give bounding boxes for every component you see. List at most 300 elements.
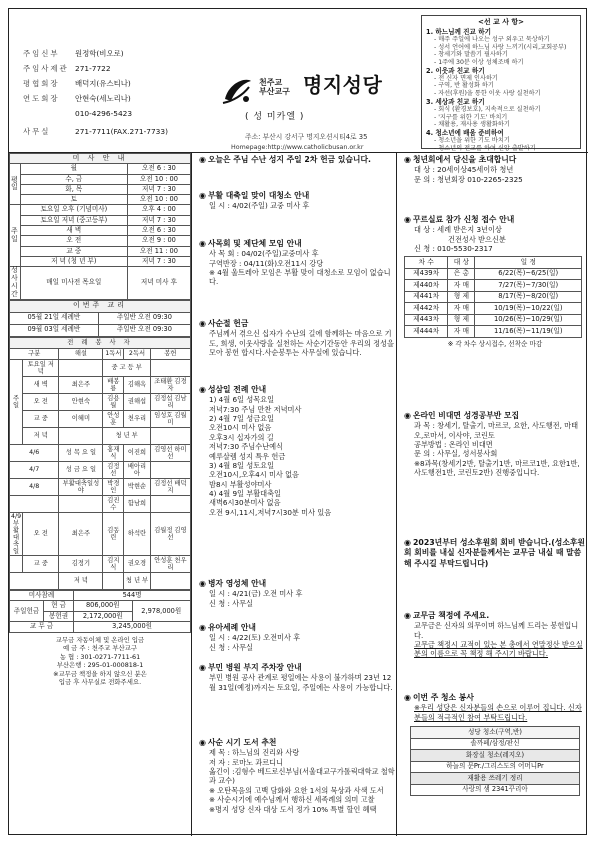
cell: 홍재식 — [103, 444, 124, 461]
patron-name: ( 성 미카엘 ) — [245, 112, 305, 122]
youth-line: 문 의 : 청년회장 010-2265-2325 — [414, 174, 523, 184]
tithe-title: 교무금 책정에 주세요. — [412, 611, 490, 620]
online-line: 과 목 : 창세기, 탈출기, 마르코, 요한, 사도행전, 마태오,로마서, 이사야, 코린토 — [414, 421, 579, 440]
time: 저녁 7 : 30 — [127, 215, 190, 225]
cell: 권해섭 — [124, 393, 151, 410]
sunday-row — [10, 205, 191, 215]
mission-item: - 전 신자 면제 인사하기 — [434, 74, 498, 82]
notice-block — [199, 579, 395, 608]
mass-name: 오 전 — [20, 236, 127, 246]
day: 화, 목 — [20, 184, 127, 194]
cursillo-table — [404, 256, 582, 338]
cell: 4/7 — [10, 461, 59, 478]
day: 월 — [20, 164, 127, 174]
cleaning-title: 이번 주 청소 봉사 — [412, 693, 474, 702]
notice-title — [199, 239, 395, 249]
notice-title — [199, 385, 395, 395]
col-header: 차 수 — [405, 257, 448, 269]
notice-block — [199, 623, 395, 652]
time: 오전 11 : 00 — [127, 246, 190, 256]
attend-label: 미사참례 — [10, 590, 74, 601]
mass-name: 교 중 — [20, 246, 127, 256]
mission-item: - 회식 (환경보호), 지속적으로 실천하기 — [434, 106, 541, 113]
prefix-top: 천주교 — [259, 78, 283, 87]
catechism-row — [10, 312, 191, 324]
notice-line: 신 청 : 사무실 — [209, 598, 253, 608]
cell: 4/9 부활대축일 — [11, 512, 22, 555]
notice-block — [199, 738, 395, 814]
mass-name: 저 녁 (청 년 부) — [20, 256, 127, 266]
weekday-row — [10, 164, 191, 174]
note-line: 교무금 자동이체 및 온라인 입금 — [55, 635, 145, 644]
notice-line: 2) 4월 7일 성금요일 — [209, 414, 275, 424]
cell: 박경인 — [103, 478, 124, 495]
mass-name: 새 벽 — [20, 226, 127, 236]
online-line: 공부방법 : 온라인 비대면 — [414, 440, 493, 450]
homepage: Homepage:http://www.catholicbusan.or.kr — [231, 144, 364, 151]
notice-line: 옮긴이 :김형수 베드로신부님(서울대교구가톨릭대학교 철학과 교수) — [209, 767, 395, 786]
weekday-label: 평일 — [10, 164, 21, 205]
special-row — [10, 512, 191, 555]
notice-line: 오전 9시,11시,저녁7시30분 미사 있음 — [209, 507, 332, 517]
volunteer-header — [10, 348, 191, 359]
notice-line: 제 목 : 하느님의 진리와 사랑 — [209, 748, 300, 758]
payment-notes — [9, 633, 191, 687]
staff-value: 안현숙(세노리나) — [75, 94, 131, 103]
cell: 제442차 — [405, 303, 448, 315]
cell: 최은주 — [59, 376, 103, 393]
right-column — [400, 153, 588, 836]
cleaning-group: 하늘의 문Pr./그리스도의 어머니Pr — [411, 761, 580, 773]
cell: 제440차 — [405, 280, 448, 292]
cell: 성 금 요 일 — [59, 461, 103, 478]
staff-row — [23, 109, 233, 118]
mass: 교 중 — [23, 410, 59, 427]
time: 오전 10 : 00 — [127, 174, 190, 184]
cell: 최은주 — [59, 512, 103, 555]
staff-value: 010-4296-5423 — [75, 109, 133, 118]
cursillo-notice: ◉ 꾸르실료 참가 신청 접수 안내 대 상 : 세례 받은지 3년이상 건전성사 받으신분 신 청 : 010-5530-2317 차 수 대 상 일 정 제439차 은 총 6/22(목)~6/25(일) 제440차 자 매 7/27(목)~7/30(일) 제441차 형 제 8/17(목)~8/20(일) 제442차 자 매 10/19(목)~10/22(일) 제443차 형 제 10/26(목)~10/29(일) 제444차 자 매 11/16(목)~11/19(일) ※ 각 차수 상시접수, 선착순 마감 — [404, 215, 586, 349]
cursillo-row — [405, 326, 582, 338]
cleaning-row — [411, 727, 580, 739]
notice-block — [199, 239, 395, 287]
notice-line: ※ 4월 울트레아 모임은 부활 맞이 대청소로 모임이 없습니다. — [209, 268, 391, 287]
notice-line: 일 시 : 4/21(금) 오전 미사 후 — [209, 589, 303, 599]
volunteer-row — [10, 393, 191, 410]
cell: 6/22(목)~6/25(일) — [475, 268, 582, 280]
cell: 김진수 — [103, 495, 124, 512]
mission-item: - 자선(후원)을 통한 이웃 사랑 실천하기 — [434, 90, 541, 98]
cursillo-row — [405, 280, 582, 292]
notice-title-text: 성삼일 전례 안내 — [207, 385, 267, 394]
mass-name: 토요일 저녁 (중고등부) — [20, 215, 127, 225]
cell: 배아리아 — [124, 461, 151, 478]
sunday-row — [10, 246, 191, 256]
cell: 제444차 — [405, 326, 448, 338]
mission-title: <선 교 사 항> — [477, 18, 525, 26]
cell: 김동린 — [103, 512, 124, 555]
mission-item: - 구역, 반 활성화 하기 — [434, 82, 494, 90]
prefix-bottom: 부산교구 — [259, 86, 290, 96]
col-header: 대 상 — [448, 257, 475, 269]
notice-title-text: 사순 시기 도서 추천 — [207, 738, 277, 747]
bullet-icon: ◉ — [199, 385, 206, 394]
cell: 중 고 등 부 — [103, 359, 150, 376]
notice-line: 밤8시 부활성야미사 — [209, 479, 272, 489]
confession-label: 성사시간 — [11, 266, 19, 298]
staff-value: 원정학(비오로) — [75, 49, 124, 58]
notice-line: ※ 오탄목음의 고백 담화와 요한 1서의 묵상과 사색 도서 — [209, 785, 384, 795]
cleaning-row — [411, 784, 580, 796]
online-line: ※8과목(창세기2반, 탈출기1반, 마르코1반, 요한1반, 사도행전1반, 코린토2반) 진행중입니다. — [414, 458, 580, 478]
cell: 김정선 — [103, 461, 124, 478]
cleaning-group: 사랑의 샘 2341꾸리아 — [411, 784, 580, 796]
sunday-row — [10, 256, 191, 266]
cleaning-row — [411, 773, 580, 785]
notice-title-text: 사순절 헌금 — [207, 319, 249, 328]
cell: 형 제 — [448, 291, 475, 303]
notice-title — [199, 191, 395, 201]
weekday-row — [10, 174, 191, 184]
notice-block — [199, 191, 395, 211]
bullet-icon: ◉ — [199, 155, 206, 164]
cell: 조태환 김경자 — [150, 376, 190, 393]
cell: 김해옥 — [124, 376, 151, 393]
staff-row — [23, 94, 233, 103]
cell: 권오경 — [124, 555, 151, 572]
notice-block — [199, 385, 395, 517]
cell: 청 년 부 — [103, 427, 150, 444]
time: 오전 6 : 30 — [127, 226, 190, 236]
vocation-donor-notice: ◉ 2023년부터 성소후원회 회비 받습니다.(성소후원회 회비를 내실 신자분들께서는 교무금 내실 때 말씀해 주시길 부탁드립니다) — [404, 538, 585, 568]
cell: 10/19(목)~10/22(일) — [475, 303, 582, 315]
church-name: 명지성당 — [303, 73, 383, 97]
mission-section-head: 4. 청소년에 배움 준비하여 — [426, 129, 504, 138]
notice-line: 저 자 : 로마노 과르디니 — [209, 757, 284, 767]
cell: 10/26(목)~10/29(일) — [475, 314, 582, 326]
cell: 김지식 — [103, 555, 124, 572]
cell: 11/16(목)~11/19(일) — [475, 326, 582, 338]
cell: 은 총 — [448, 268, 475, 280]
cell — [10, 555, 23, 572]
special-row — [10, 478, 191, 495]
weekday-mark: 주 일 — [10, 359, 23, 444]
volunteer-row — [10, 376, 191, 393]
class-time: 주일반 오전 09:30 — [98, 312, 190, 324]
cursillo-row — [405, 291, 582, 303]
staff-role: 연도회장 — [23, 94, 60, 103]
cell: 제443차 — [405, 314, 448, 326]
staff-role: 주임신부 — [23, 49, 60, 58]
notice-title — [199, 155, 395, 165]
cell: 천우리 — [124, 410, 151, 427]
volunteer-row — [10, 410, 191, 427]
special-row — [10, 444, 191, 461]
cell: 김영선 하미선 — [150, 444, 190, 461]
cell: 부활대축일성야 — [59, 478, 103, 495]
notice-title — [199, 623, 395, 633]
weekday-row — [10, 195, 191, 205]
special-row — [10, 461, 191, 478]
staff-row — [23, 64, 233, 73]
cell — [150, 495, 190, 512]
cursillo-title: 꾸르실료 참가 신청 접수 안내 — [412, 215, 515, 224]
time: 오전 10 : 00 — [127, 195, 190, 205]
donor-title: 2023년부터 성소후원회 회비 받습니다.(성소후원회 회비를 내실 신자분들께서는 교무금 내실 때 말씀해 주시길 부탁드립니다) — [404, 538, 585, 568]
cell: 김정섭 김남리 — [150, 393, 190, 410]
tithe-line: 교무금 책정시 교적이 있는 본 총에서 연말정산 받으실 분의 이름으로 꼭 책정 해 주시기 바랍니다. — [414, 640, 583, 659]
cell: 청 년 부 — [124, 572, 151, 589]
notice-line: 일 시 : 4/02(주일) 교중 미사 후 — [209, 201, 310, 211]
notice-line: 오전10시 미사 없음 — [209, 423, 272, 433]
cell: 8/17(목)~8/20(일) — [475, 291, 582, 303]
mass-title: 미 사 안 내 — [10, 154, 191, 164]
time: 오전 9 : 00 — [127, 236, 190, 246]
notice-line: ※ 사순시기에 예수님께서 행하신 세족례의 의미 고찰 — [209, 795, 375, 805]
cell — [59, 359, 103, 376]
address: 주소: 부산시 강서구 명지오션시티4로 35 — [245, 133, 368, 141]
cell: 김용월 — [103, 393, 124, 410]
tithe-notice: ◉ 교무금 책정에 주세요. 교무금은 신자의 의무이며 하느님께 드리는 봉헌입니다. 교무금 책정시 교적이 있는 본 총에서 연말정산 받으실 분의 이름으로 꼭 책정 해 주시기 바랍니다. — [404, 611, 586, 659]
cell: 임성호 김월미 — [150, 410, 190, 427]
env-value: 2,172,000원 — [74, 611, 132, 622]
mission-item: - 성서 언어에 하느님 사랑 느끼기(시리,교회공부) — [434, 43, 567, 51]
catechism-row — [10, 324, 191, 336]
notice-title-text: 부민 병원 부지 주차장 안내 — [207, 663, 302, 672]
cleaning-notice: ◉ 이번 주 청소 봉사 ※우리 성당은 신자분들의 손으로 이루어 집니다. 신자분들의 적극적인 참여 부탁드립니다. 성당 청소(구역,반) 솔까페/삼정/판신 화장실 청소(레지오) 하늘의 문Pr./그리스도의 어머니Pr 재활용 쓰레기 정리 사랑의 샘 2341꾸리아 — [404, 693, 586, 796]
cash-value: 806,000원 — [74, 601, 132, 612]
online-title: 온라인 비대면 성경공부반 모집 — [412, 411, 520, 420]
time: 저녁 7 : 30 — [127, 184, 190, 194]
time: 오후 4 : 00 — [127, 205, 190, 215]
cleaning-group: 화장실 청소(레지오) — [411, 750, 580, 762]
cell — [10, 572, 59, 589]
liturgy-volunteer-table — [9, 337, 191, 590]
cursillo-line: 신 청 : 010-5530-2317 — [414, 244, 493, 254]
day: 토 — [20, 195, 127, 205]
notice-line: 3) 4월 8일 성토요일 — [209, 460, 275, 470]
tithe-value: 3,245,000원 — [74, 622, 191, 633]
sunday-row — [10, 215, 191, 225]
bullet-icon: ◉ — [199, 319, 206, 328]
notice-block — [199, 155, 395, 165]
col-header: 1독서 — [103, 348, 124, 359]
mission-item: - 창세기와 말씀기 필사하기 — [434, 51, 508, 59]
confession-time: 저녁 미사 후 — [127, 267, 190, 299]
cell: 4/8 — [10, 478, 59, 495]
mission-item: - '지구를 위한 기도' 바치기 — [434, 113, 508, 121]
bullet-icon: ◉ — [199, 623, 206, 632]
cleaning-group: 재활용 쓰레기 정리 — [411, 773, 580, 785]
note-line: 입금 후 사무실로 전화주세요. — [58, 678, 142, 687]
cell: 성 목 요 일 — [59, 444, 103, 461]
weekly-title: 이번주 교리 — [10, 300, 191, 312]
cell: 7/27(목)~7/30(일) — [475, 280, 582, 292]
middle-column — [195, 153, 397, 836]
bullet-icon: ◉ — [199, 579, 206, 588]
staff-value: 271-7722 — [75, 64, 111, 73]
col-header: 봉헌 — [150, 348, 190, 359]
bullet-icon: ◉ — [199, 191, 206, 200]
mission-item: - 매주 주일에 나오는 성구 외우고 묵상하기 — [434, 35, 550, 43]
staff-row — [23, 49, 233, 58]
bulletin-page — [8, 8, 587, 835]
weekly-catechism-table — [9, 300, 191, 337]
staff-role: 평협회장 — [23, 79, 60, 88]
cell: 김정기 — [59, 555, 103, 572]
mission-item: - 청소년을 위한 기도 바치기 — [434, 137, 510, 145]
day: 수, 금 — [20, 174, 127, 184]
cell: 교 중 — [23, 555, 59, 572]
mission-item: - 채활용, 재사용 생활화하기 — [434, 121, 510, 129]
notice-block — [199, 319, 395, 357]
cell — [150, 461, 190, 478]
notice-line: 4) 4월 9일 부활대축일 — [209, 488, 281, 498]
notice-title-text: 사목회 및 제단체 모임 안내 — [207, 239, 302, 248]
cell — [59, 495, 103, 512]
notice-title-text: 유아세례 안내 — [207, 623, 256, 632]
cell: 김월정 김영선 — [150, 512, 190, 555]
tithe-label: 교 무 금 — [10, 622, 74, 633]
notice-block — [199, 663, 395, 692]
time: 저녁 7 : 30 — [127, 256, 190, 266]
cell — [103, 572, 124, 589]
special-row — [10, 572, 191, 589]
bullet-icon: ◉ — [199, 239, 206, 248]
staff-value: 배덕지(유스티나) — [75, 79, 131, 88]
left-column — [9, 153, 192, 836]
cleaning-row — [411, 738, 580, 750]
notice-title — [199, 319, 395, 329]
note-line: 예 금 주 : 천주교 부산교구 — [62, 644, 138, 653]
online-line: 문 의 : 사무실, 성서봉사회 — [414, 449, 498, 459]
staff-role: 사무실 — [23, 127, 51, 136]
notice-title-text: 부활 대축일 맞이 대청소 안내 — [207, 191, 310, 200]
cleaning-group: 솔까페/삼정/판신 — [411, 738, 580, 750]
notice-line: 오전10시,오후4시 미사 없음 — [209, 470, 300, 480]
cell — [150, 572, 190, 589]
note-line: 농 협 : 301-0271-7711-61 — [59, 652, 141, 661]
cursillo-line: 건전성사 받으신분 — [448, 234, 506, 244]
cell: 함남희 — [124, 495, 151, 512]
mass: 새 벽 — [23, 376, 59, 393]
col-header: 해설 — [59, 348, 103, 359]
notice-title — [199, 738, 395, 748]
col-header: 구분 — [10, 348, 59, 359]
church-logo — [219, 71, 409, 111]
weekday-row — [10, 184, 191, 194]
notice-line: 구역반장 : 04/11(화)오전11시 강당 — [209, 258, 324, 268]
youth-line: 대 상 : 20세이상45세이하 청년 — [414, 165, 514, 175]
mass: 토요일 저 녁 — [23, 359, 59, 376]
notice-line: 저녁7:30 주님 만찬 저녁미사 — [209, 404, 302, 414]
cell: 안성훈 — [103, 410, 124, 427]
special-row — [10, 495, 191, 512]
mission-item: - 1주에 30분 이상 성체조배 하기 — [434, 58, 524, 66]
mission-section-head: 1. 하느님께 진교 하기 — [426, 27, 491, 36]
cell: 하석란 — [124, 512, 151, 555]
cleaning-table — [410, 726, 580, 796]
cleaning-row — [411, 761, 580, 773]
col-header: 2독서 — [124, 348, 151, 359]
cash-label: 현 금 — [44, 601, 74, 612]
time: 오전 6 : 30 — [127, 164, 190, 174]
cell: 형 제 — [448, 314, 475, 326]
notice-line: 예루살렘 성지 특우 헌금 — [209, 451, 286, 461]
notice-title — [199, 663, 395, 673]
cell — [150, 359, 190, 376]
notice-line: 주님께서 겪으신 십자가 수난의 길에 함께하는 마음으로 기도, 희생, 이웃사랑을 실천하는 사순기간동안 우리의 정성을 모아 봉헌 합시다.사순봉투는 사무실에 있습니다. — [209, 329, 394, 358]
sunday-row — [10, 226, 191, 236]
online-study-notice: ◉ 온라인 비대면 성경공부반 모집 과 목 : 창세기, 탈출기, 마르코, 요한, 사도행전, 마태오,로마서, 이사야, 코린토 공부방법 : 온라인 비대면 문 의 : 사무실, 성서봉사회 ※8과목(창세기2반, 탈출기1반, 마르코1반, 요한1반, 사도행전1반, 코린토2반) 진행중입니다. — [404, 411, 586, 478]
cell: 김정선 배덕지 — [150, 478, 190, 495]
note-line: ※교무금 책정을 하지 않으신 분은 — [53, 669, 147, 678]
mission-section-head: 3. 세상과 친교 하기 — [426, 97, 485, 106]
mission-box — [421, 15, 581, 152]
notice-line: ※명지 성당 신자 대상 도서 정가 10% 특별 할인 혜택 — [209, 804, 377, 814]
cell — [150, 427, 190, 444]
cell: 배봉룡 — [103, 376, 124, 393]
volunteer-title: 전 례 봉 사 자 — [10, 337, 191, 348]
sunday-label: 주일 — [10, 205, 21, 267]
bullet-icon: ◉ — [199, 738, 206, 747]
note-line: 부산은행 : 295-01-000818-1 — [56, 661, 144, 670]
youth-notice: ◉ 청년회에서 당신을 초대합니다 대 상 : 20세이상45세이하 청년 문 의 : 청년회장 010-2265-2325 — [404, 155, 586, 184]
cursillo-footnote: ※ 각 차수 상시접수, 선착순 마감 — [447, 339, 543, 348]
env-label: 봉헌권 — [44, 611, 74, 622]
cell: 이진희 — [124, 444, 151, 461]
notice-title — [199, 579, 395, 589]
sunday-row — [10, 236, 191, 246]
notice-title-text: 병자 영성체 안내 — [207, 579, 267, 588]
cell: 안성훈 천우리 — [150, 555, 190, 572]
col-header: 일 정 — [475, 257, 582, 269]
notice-line: 새벽6시30분미사 없음 — [209, 498, 281, 508]
cursillo-row — [405, 268, 582, 280]
volunteer-row — [10, 359, 191, 376]
class-name: 05월 21일 세례반 — [10, 312, 99, 324]
cell: 박현순 — [124, 478, 151, 495]
cleaning-group: 성당 청소(구역,반) — [411, 727, 580, 739]
confession-when: 매일 미사전 목요일 — [20, 267, 127, 299]
staff-row — [23, 79, 233, 88]
mission-item: - 청소년의 전교를 하여 신앙 출발하기 — [434, 144, 536, 152]
cleaning-row — [411, 750, 580, 762]
special-row — [10, 555, 191, 572]
class-time: 주일반 오전 09:30 — [98, 324, 190, 336]
notice-title-text: 오늘은 주님 수난 성지 주일 2차 헌금 있습니다. — [207, 155, 371, 164]
staff-role: 주임사제관 — [23, 64, 69, 73]
class-name: 09월 03일 세례반 — [10, 324, 99, 336]
staff-row — [23, 127, 233, 136]
cell: 4/6 — [10, 444, 59, 461]
cell: 오 전 — [23, 512, 59, 555]
offering-table — [9, 590, 191, 633]
cleaning-line: ※우리 성당은 신자분들의 손으로 이루어 집니다. 신자분들의 적극적인 참여 부탁드립니다. — [414, 703, 582, 722]
cell — [59, 427, 103, 444]
mass-schedule-table — [9, 153, 191, 300]
mass: 오 전 — [23, 393, 59, 410]
notice-line: 부민 병원 공사 관계로 평일에는 사용이 불가하며 23년 12월 31일(예정)까지는 토요일, 주일에는 사용이 가능합니다. — [209, 673, 393, 692]
cursillo-line: 대 상 : 세례 받은지 3년이상 — [414, 225, 502, 235]
notice-line: 일 시 : 4/22(토) 오전미사 후 — [209, 633, 301, 643]
offer-label: 주일헌금 — [10, 601, 44, 622]
notice-line: 신 청 : 사무실 — [209, 642, 253, 652]
offer-total: 2,978,000원 — [132, 601, 190, 622]
cursillo-row — [405, 303, 582, 315]
cell — [10, 495, 59, 512]
attend-value: 544명 — [74, 590, 191, 601]
